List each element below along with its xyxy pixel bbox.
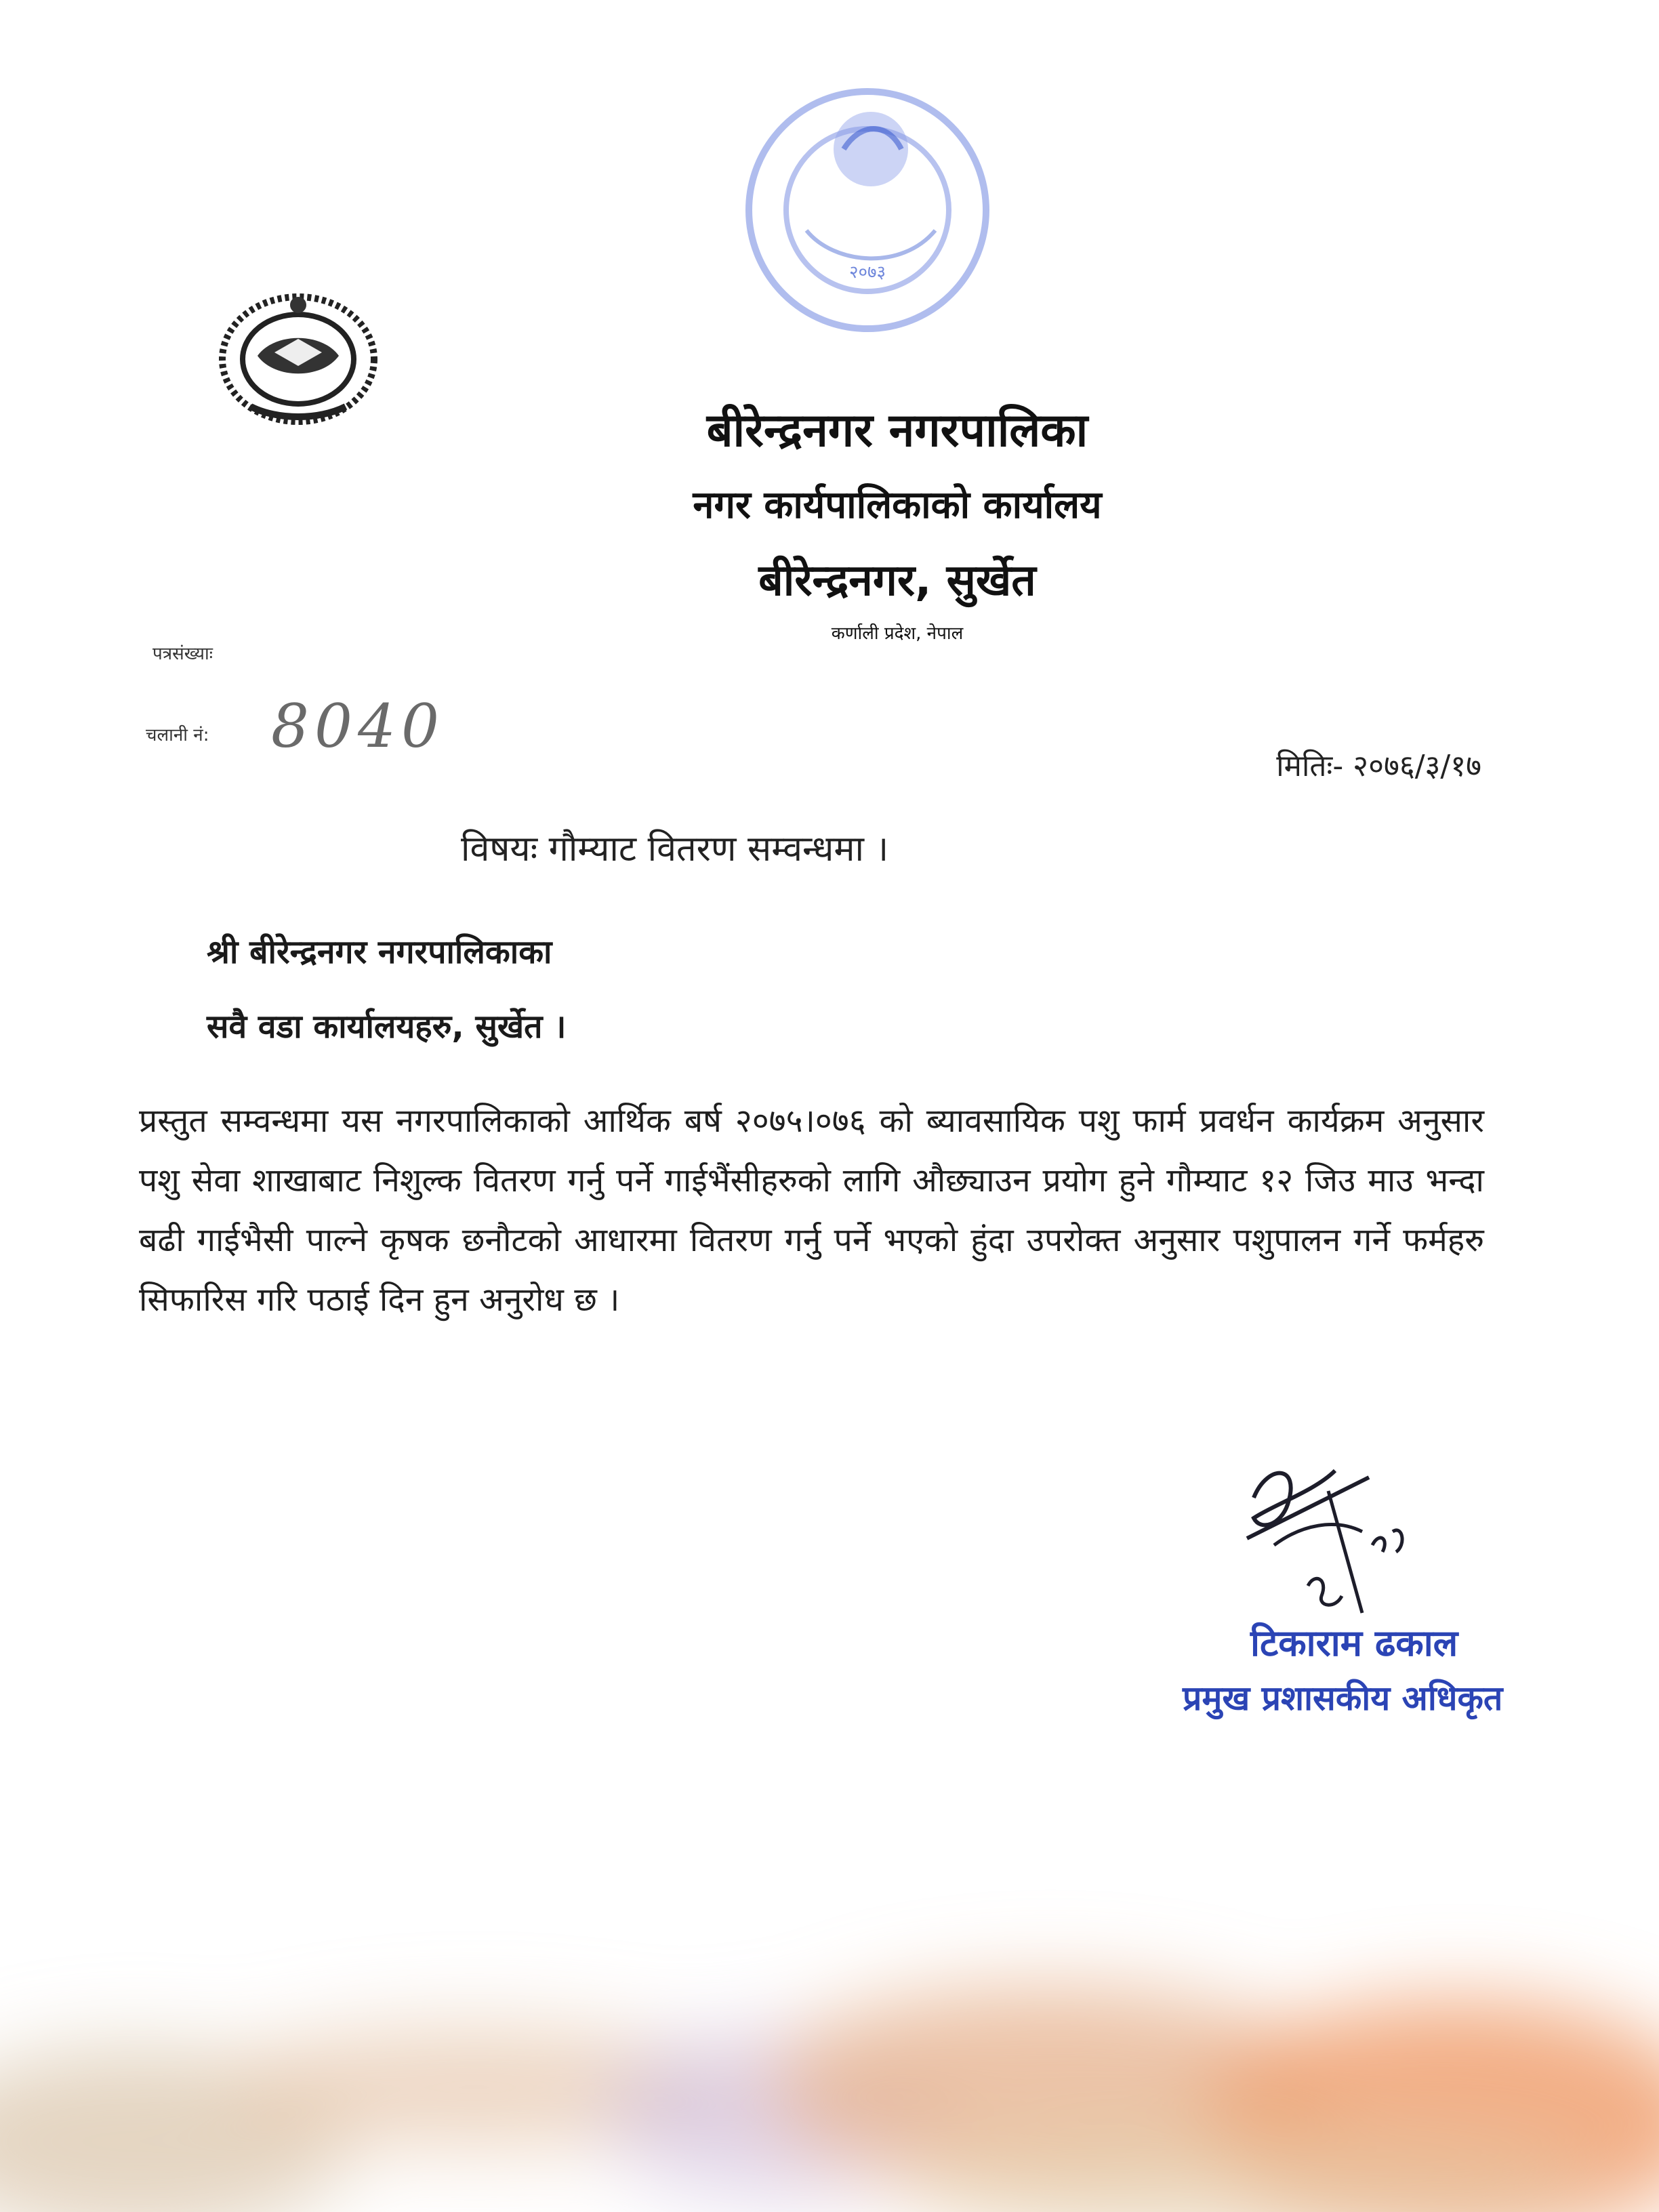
- letterhead-office: नगर कार्यपालिकाको कार्यालय: [693, 483, 1102, 527]
- letterhead-municipality: बीरेन्द्रनगर नगरपालिका: [706, 404, 1088, 457]
- letter-body: प्रस्तुत सम्वन्धमा यस नगरपालिकाको आर्थिक बर्ष २०७५।०७६ को ब्यावसायिक पशु फार्म प्रवर्धन कार्यक्रम अनुसार पशु सेवा शाखाबाट निशुल्क वितरण गर्नु पर्ने गाईभैंसीहरुको लागि औछ्याउन प्रयोग हुने गौम्याट १२ जिउ माउ भन्दा बढी गाईभैसी पाल्ने कृषक छनौटको आधारमा वितरण गर्नु पर्ने भएको हुंदा उपरोक्त अनुसार पशुपालन गर्ने फर्महरु सिफारिस गरि पठाई दिन हुन अनुरोध छ ।: [139, 1102, 1484, 1319]
- addressee-line-1: श्री बीरेन्द्रनगर नगरपालिकाका: [207, 933, 552, 971]
- signatory-name: टिकाराम ढकाल: [1250, 1622, 1458, 1664]
- office-seal-stamp: [725, 75, 1010, 359]
- handwritten-signature: [1227, 1450, 1430, 1626]
- addressee-block: [207, 915, 566, 1064]
- letterhead-province: कर्णाली प्रदेश, नेपाल: [831, 623, 964, 644]
- addressee-line-2: सवै वडा कार्यालयहरु, सुर्खेत ।: [207, 1008, 567, 1046]
- seal-year: २०७३: [848, 262, 886, 283]
- patra-sankhya-label: पत्रसंख्याः: [152, 644, 213, 664]
- chalani-label: चलानी नं:: [146, 725, 209, 745]
- letter-date: मितिः- २०७६/३/१७: [1276, 749, 1481, 783]
- signatory-title: प्रमुख प्रशासकीय अधिकृत: [1183, 1679, 1503, 1718]
- letter-subject: विषयः गौम्याट वितरण सम्वन्धमा ।: [461, 829, 889, 869]
- letterhead-location: बीरेन्द्रनगर, सुर्खेत: [758, 556, 1036, 606]
- scan-smudge: [0, 1830, 1659, 2212]
- chalani-number: 8040: [271, 691, 445, 761]
